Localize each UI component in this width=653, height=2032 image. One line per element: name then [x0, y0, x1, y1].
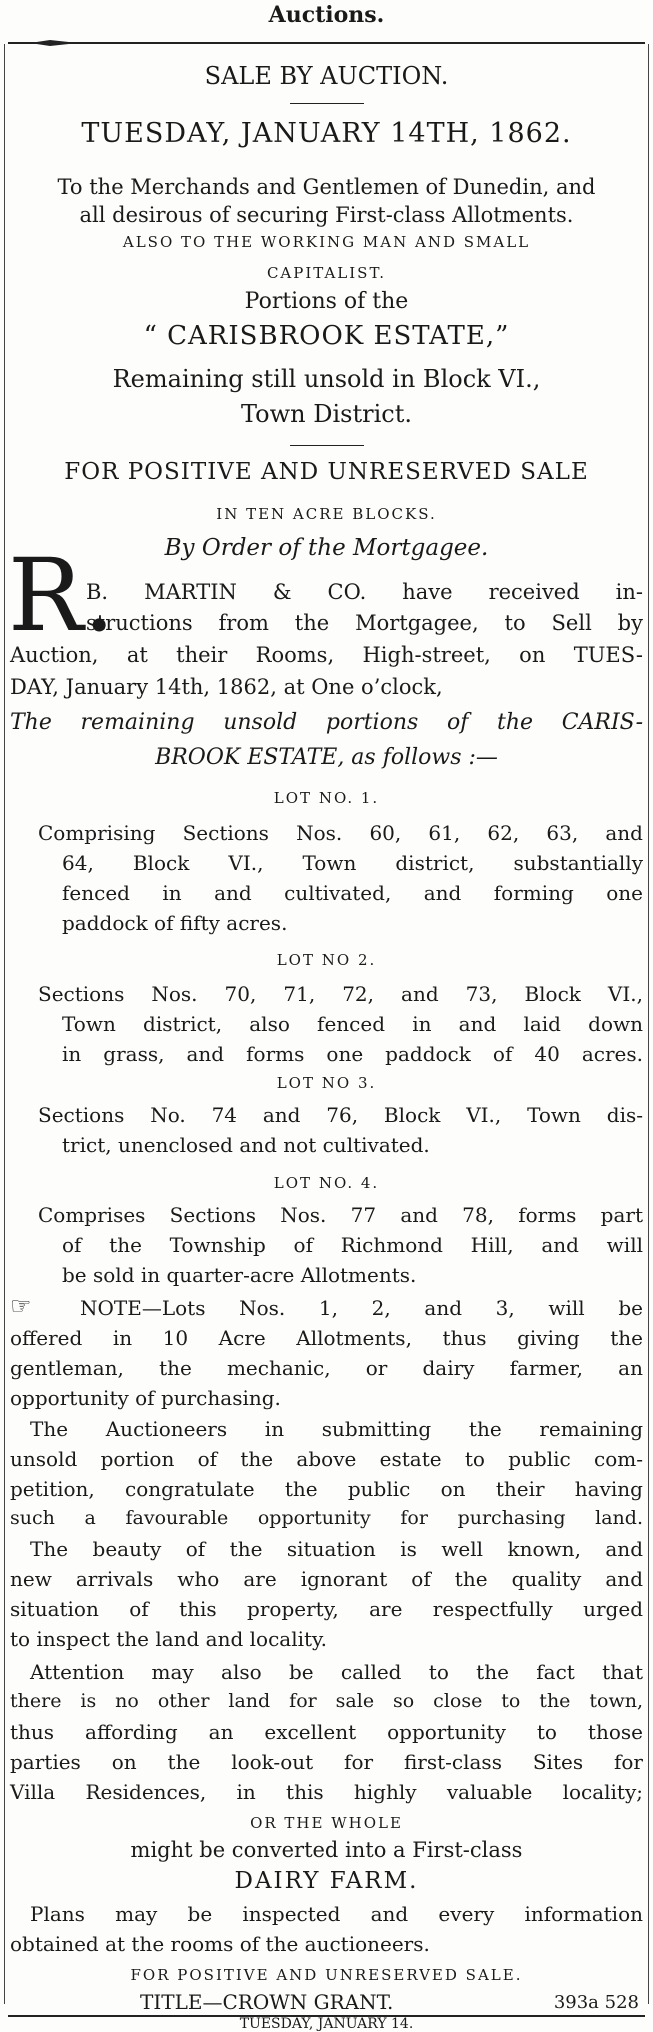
attention-line-1: Attention may also be called to the fact that	[30, 1660, 643, 1684]
footer-positive-sale: FOR POSITIVE AND UNRESERVED SALE.	[130, 1966, 523, 1984]
converted-line: might be converted into a First-class	[130, 1838, 523, 1862]
date-line: TUESDAY, JANUARY 14TH, 1862.	[81, 118, 572, 149]
remaining-line-1: The remaining unsold portions of the CARIS-	[10, 710, 643, 735]
note-line-2: offered in 10 Acre Allotments, thus giving the	[10, 1326, 643, 1350]
note-line-4: opportunity of purchasing.	[10, 1386, 281, 1410]
portions-line: Portions of the	[244, 289, 409, 314]
short-rule-2	[290, 445, 364, 446]
beauty-line-3: situation of this property, are respectfully urged	[10, 1597, 643, 1621]
by-order-line: By Order of the Mortgagee.	[164, 535, 489, 561]
lot-4-title: LOT NO. 4.	[273, 1174, 380, 1192]
also-line: ALSO TO THE WORKING MAN AND SMALL	[122, 233, 531, 251]
lot-3-title: LOT NO 3.	[276, 1074, 377, 1092]
lot-1-line-1: Comprising Sections Nos. 60, 61, 62, 63, and	[38, 821, 643, 845]
plans-line-1: Plans may be inspected and every information	[30, 1902, 643, 1926]
attention-line-2: there is no other land for sale so close to the town,	[10, 1690, 643, 1712]
next-ad-heading: TUESDAY, JANUARY 14.	[239, 2016, 414, 2032]
remaining-line: Remaining still unsold in Block VI.,	[112, 365, 541, 393]
estate-name: “ CARISBROOK ESTATE,”	[143, 321, 510, 351]
header-rule	[8, 42, 645, 44]
remaining-line-2: BROOK ESTATE, as follows :—	[155, 745, 498, 770]
lot-1-title: LOT NO. 1.	[273, 789, 380, 807]
beauty-line-1: The beauty of the situation is well known, and	[30, 1537, 643, 1561]
pointing-hand-icon: ☞	[10, 1292, 32, 1320]
dairy-farm-line: DAIRY FARM.	[234, 1868, 419, 1894]
address-line-1: To the Merchands and Gentlemen of Dunedin, and	[57, 175, 596, 199]
lot-2-line-1: Sections Nos. 70, 71, 72, and 73, Block VI.,	[38, 982, 643, 1006]
lot-3-line-2: trict, unenclosed and not cultivated.	[62, 1133, 430, 1157]
capitalist-line: CAPITALIST.	[266, 264, 387, 282]
flourish-ornament	[30, 36, 80, 50]
auctioneers-line-1: The Auctioneers in submitting the remaining	[30, 1417, 643, 1441]
sale-heading: SALE BY AUCTION.	[204, 62, 449, 90]
ad-code: 393a 528	[553, 1992, 639, 2013]
intro-line-3: Auction, at their Rooms, High-street, on TUES-	[10, 643, 643, 667]
or-whole-line: OR THE WHOLE	[250, 1814, 403, 1832]
auctioneers-line-3: petition, congratulate the public on their having	[10, 1477, 643, 1501]
section-header: Auctions.	[268, 2, 385, 28]
attention-line-5: Villa Residences, in this highly valuable locality;	[10, 1780, 643, 1804]
address-line-2: all desirous of securing First-class Allotments.	[79, 203, 574, 227]
left-column-rule	[4, 44, 5, 2004]
short-rule	[290, 103, 364, 104]
drop-cap: R.	[8, 537, 116, 654]
lot-1-line-2: 64, Block VI., Town district, substantially	[62, 851, 643, 875]
note-line-1: NOTE—Lots Nos. 1, 2, and 3, will be	[80, 1296, 643, 1320]
lot-4-line-3: be sold in quarter-acre Allotments.	[62, 1263, 417, 1287]
lot-1-line-3: fenced in and cultivated, and forming one	[62, 881, 643, 905]
lot-2-line-3: in grass, and forms one paddock of 40 acres.	[62, 1042, 643, 1066]
attention-line-4: parties on the look-out for first-class Sites for	[10, 1750, 643, 1774]
lot-1-line-4: paddock of fifty acres.	[62, 911, 288, 935]
town-district: Town District.	[241, 400, 412, 428]
attention-line-3: thus affording an excellent opportunity to those	[10, 1720, 643, 1744]
lot-4-line-1: Comprises Sections Nos. 77 and 78, forms part	[38, 1203, 643, 1227]
intro-line-4: DAY, January 14th, 1862, at One o’clock,	[10, 675, 443, 699]
note-line-3: gentleman, the mechanic, or dairy farmer, an	[10, 1356, 643, 1380]
intro-line-2: structions from the Mortgagee, to Sell by	[86, 611, 643, 635]
lot-2-line-2: Town district, also fenced in and laid down	[62, 1012, 643, 1036]
lot-2-title: LOT NO 2.	[276, 951, 377, 969]
lot-4-line-2: of the Township of Richmond Hill, and will	[62, 1233, 643, 1257]
positive-sale-line: FOR POSITIVE AND UNRESERVED SALE	[64, 459, 589, 485]
auctioneers-line-4: such a favourable opportunity for purchasing land.	[10, 1507, 643, 1529]
intro-line-1: B. MARTIN & CO. have received in-	[86, 580, 643, 604]
title-crown-grant: TITLE—CROWN GRANT.	[140, 1990, 394, 2014]
beauty-line-4: to inspect the land and locality.	[10, 1627, 328, 1651]
ten-acre-line: IN TEN ACRE BLOCKS.	[216, 505, 437, 523]
plans-line-2: obtained at the rooms of the auctioneers.	[10, 1932, 430, 1956]
auctioneers-line-2: unsold portion of the above estate to public com-	[10, 1447, 643, 1471]
right-column-rule	[648, 44, 649, 2004]
beauty-line-2: new arrivals who are ignorant of the quality and	[10, 1567, 643, 1591]
lot-3-line-1: Sections No. 74 and 76, Block VI., Town dis-	[38, 1103, 643, 1127]
